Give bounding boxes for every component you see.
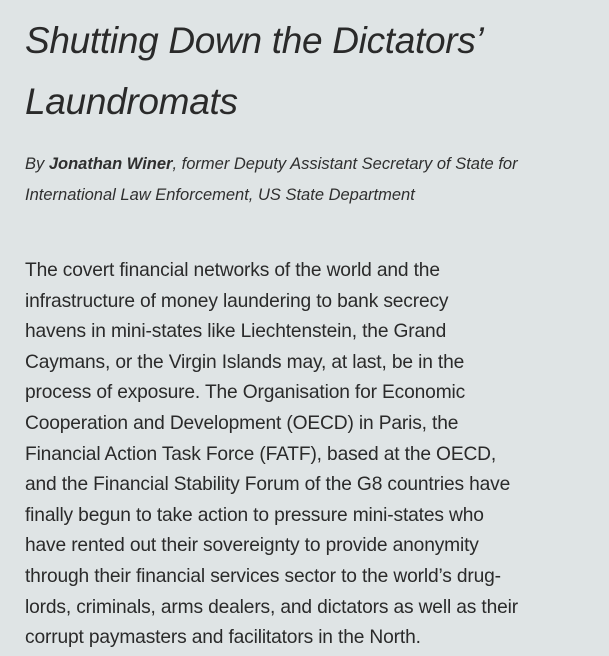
- article-title: [25, 10, 585, 132]
- byline-prefix: By: [25, 155, 49, 173]
- byline: [25, 149, 595, 211]
- body-line: and the Financial Stability Forum of the G8 countries have: [25, 474, 511, 496]
- body-line: Caymans, or the Virgin Islands may, at last, be in the: [25, 351, 465, 373]
- body-line: The covert financial networks of the world and the: [25, 260, 440, 281]
- author-name: Jonathan Winer: [48, 155, 173, 173]
- byline-line: [25, 149, 595, 180]
- body-line: Financial Action Task Force (FATF), based at the OECD,: [25, 443, 497, 465]
- body-line: have rented out their sovereignty to provide anonymity: [25, 535, 479, 557]
- article-body: [25, 256, 600, 654]
- body-line: Cooperation and Development (OECD) in Paris, the: [25, 412, 459, 434]
- body-line: havens in mini-states like Liechtenstein, the Grand: [25, 321, 447, 343]
- body-line: infrastructure of money laundering to bank secrecy: [25, 290, 449, 312]
- body-line: through their financial services sector to the world’s drug-: [25, 565, 501, 587]
- byline-line: International Law Enforcement, US State Department: [25, 186, 415, 204]
- body-line: corrupt paymasters and facilitators in the North.: [25, 627, 421, 649]
- article-title-line: Laundromats: [25, 81, 238, 122]
- body-line: finally begun to take action to pressure mini-states who: [25, 504, 484, 526]
- body-line: process of exposure. The Organisation for Economic: [25, 382, 466, 404]
- author-role: , former Deputy Assistant Secretary of State for: [172, 155, 518, 173]
- body-line: lords, criminals, arms dealers, and dictators as well as their: [25, 596, 518, 618]
- article-title-line: Shutting Down the Dictators’: [25, 20, 484, 61]
